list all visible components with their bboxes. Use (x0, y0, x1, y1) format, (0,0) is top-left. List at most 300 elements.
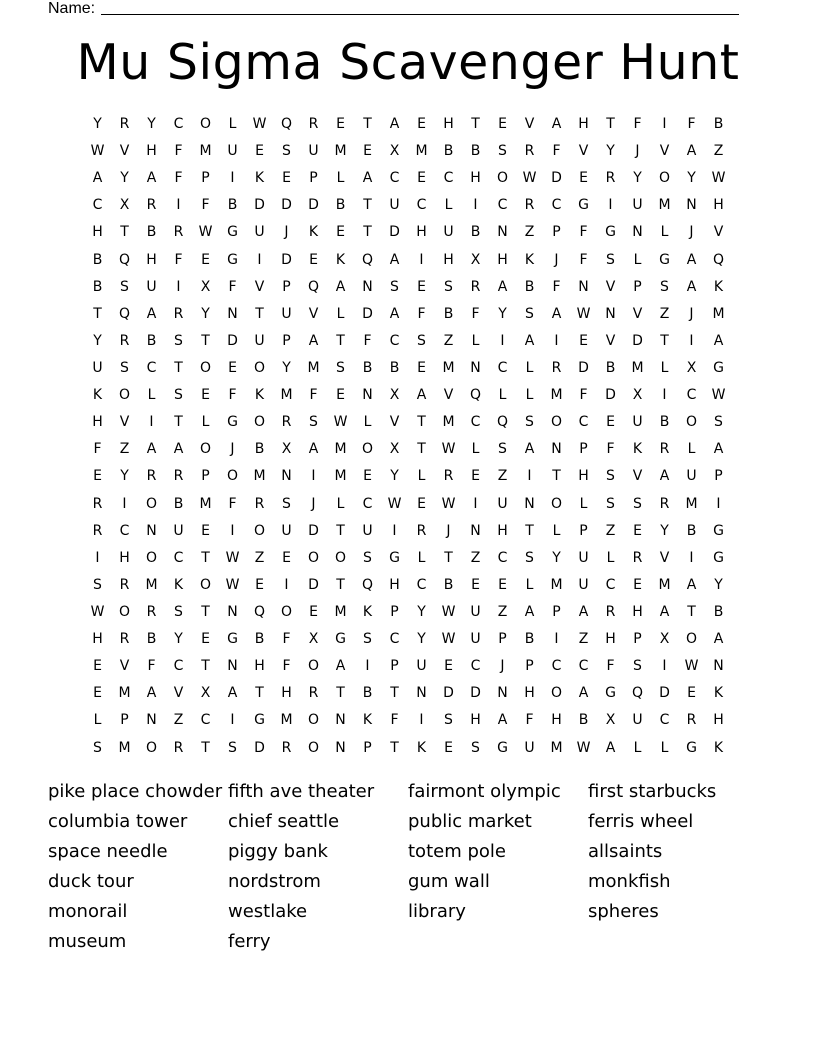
grid-letter: W (225, 576, 240, 593)
grid-letter: N (335, 712, 346, 729)
grid-letter: V (578, 143, 589, 160)
grid-letter: S (444, 278, 453, 295)
grid-letter: A (659, 468, 670, 485)
grid-letter: G (254, 712, 265, 729)
grid-letter: H (92, 224, 103, 241)
grid-letter: M (334, 468, 347, 485)
grid-letter: E (363, 143, 372, 160)
grid-letter: E (471, 468, 480, 485)
grid-letter: A (713, 332, 724, 349)
grid-letter: O (199, 441, 212, 458)
grid-letter: U (578, 549, 589, 566)
grid-letter: Z (605, 522, 616, 539)
grid-letter: C (497, 197, 508, 214)
grid-letter: C (416, 576, 427, 593)
grid-letter: L (660, 224, 669, 241)
grid-letter: M (334, 603, 347, 620)
grid-letter: A (146, 685, 157, 702)
grid-letter: B (362, 359, 373, 376)
grid-letter: D (227, 332, 238, 349)
grid-letter: W (711, 387, 726, 404)
grid-letter: D (308, 522, 319, 539)
grid-letter: X (281, 441, 292, 458)
grid-letter: N (713, 658, 724, 675)
grid-letter: O (199, 576, 212, 593)
grid-letter: T (444, 549, 453, 566)
grid-letter: T (201, 549, 210, 566)
grid-letter: L (525, 359, 534, 376)
grid-letter: T (336, 332, 345, 349)
grid-letter: N (497, 685, 508, 702)
grid-letter: T (660, 332, 669, 349)
grid-letter: P (201, 468, 210, 485)
grid-letter: J (689, 224, 694, 241)
grid-letter: A (686, 576, 697, 593)
grid-letter: T (606, 116, 615, 132)
grid-letter: V (389, 414, 400, 431)
grid-letter: C (416, 197, 427, 214)
grid-letter: H (119, 549, 130, 566)
grid-letter: L (417, 468, 426, 485)
grid-letter: C (686, 387, 697, 404)
grid-letter: E (309, 251, 318, 268)
grid-letter: S (282, 495, 291, 512)
grid-letter: H (92, 414, 103, 431)
grid-letter: J (230, 441, 235, 458)
word-list-item: library (408, 901, 466, 922)
grid-letter: L (579, 495, 588, 512)
grid-letter: O (307, 549, 320, 566)
grid-letter: Y (390, 468, 399, 485)
grid-letter: S (363, 631, 372, 648)
grid-letter: P (579, 522, 588, 539)
grid-letter: P (309, 170, 318, 187)
grid-letter: E (255, 576, 264, 593)
grid-letter: H (443, 251, 454, 268)
grid-letter: H (524, 685, 535, 702)
grid-letter: H (551, 712, 562, 729)
word-list-item: space needle (48, 841, 168, 862)
grid-letter: H (443, 116, 454, 132)
grid-letter: T (93, 305, 102, 322)
grid-letter: E (579, 332, 588, 349)
word-list-item: monkfish (588, 871, 671, 892)
grid-letter: A (335, 278, 346, 295)
grid-letter: U (524, 739, 535, 756)
grid-letter: R (605, 170, 616, 187)
grid-letter: F (579, 387, 588, 404)
grid-letter: S (390, 278, 399, 295)
grid-letter: E (201, 631, 210, 648)
grid-letter: E (282, 170, 291, 187)
grid-letter: C (389, 631, 400, 648)
grid-letter: J (635, 143, 640, 160)
grid-letter: B (389, 359, 400, 376)
grid-letter: Z (173, 712, 184, 729)
name-underline (101, 0, 739, 15)
grid-letter: P (120, 712, 129, 729)
grid-letter: G (659, 251, 670, 268)
grid-letter: C (173, 549, 184, 566)
grid-letter: F (552, 278, 561, 295)
grid-letter: J (500, 658, 505, 675)
grid-letter: J (554, 251, 559, 268)
grid-letter: M (307, 359, 320, 376)
grid-letter: O (253, 359, 266, 376)
grid-letter: O (145, 739, 158, 756)
grid-letter: L (660, 359, 669, 376)
grid-letter: F (471, 305, 480, 322)
grid-letter: A (335, 658, 346, 675)
grid-letter: C (389, 170, 400, 187)
grid-letter: R (173, 224, 184, 241)
grid-letter: F (363, 332, 372, 349)
grid-letter: D (605, 387, 616, 404)
grid-letter: I (95, 549, 100, 566)
grid-letter: I (284, 576, 289, 593)
word-list-item: museum (48, 931, 127, 952)
grid-letter: M (253, 468, 266, 485)
grid-letter: Q (280, 116, 293, 132)
grid-letter: R (416, 522, 427, 539)
grid-letter: C (659, 712, 670, 729)
grid-letter: G (497, 739, 508, 756)
grid-letter: K (254, 170, 265, 187)
grid-letter: Z (659, 305, 670, 322)
grid-letter: B (92, 251, 103, 268)
grid-letter: M (415, 143, 428, 160)
grid-letter: C (470, 414, 481, 431)
grid-letter: R (470, 278, 481, 295)
grid-letter: F (228, 278, 237, 295)
name-label: Name: (48, 0, 96, 17)
grid-letter: Y (687, 170, 696, 187)
grid-letter: M (658, 197, 671, 214)
grid-letter: T (255, 305, 264, 322)
grid-letter: S (633, 495, 642, 512)
grid-letter: S (471, 739, 480, 756)
grid-letter: M (118, 739, 131, 756)
grid-letter: C (443, 170, 454, 187)
grid-letter: W (90, 603, 105, 620)
grid-letter: M (442, 359, 455, 376)
grid-letter: N (227, 305, 238, 322)
grid-letter: G (713, 359, 724, 376)
grid-letter: E (363, 468, 372, 485)
grid-letter: V (119, 414, 130, 431)
grid-letter: V (119, 658, 130, 675)
grid-letter: A (389, 305, 400, 322)
grid-letter: P (714, 468, 723, 485)
grid-letter: R (119, 116, 130, 132)
grid-letter: C (605, 576, 616, 593)
grid-letter: N (362, 387, 373, 404)
grid-letter: A (389, 251, 400, 268)
grid-letter: T (336, 522, 345, 539)
grid-letter: U (443, 224, 454, 241)
grid-letter: D (659, 685, 670, 702)
grid-letter: N (686, 197, 697, 214)
grid-letter: S (93, 576, 102, 593)
grid-letter: E (498, 116, 507, 132)
word-list-item: ferris wheel (588, 811, 694, 832)
grid-letter: I (419, 251, 424, 268)
grid-letter: W (522, 170, 537, 187)
grid-letter: U (470, 631, 481, 648)
grid-letter: T (201, 603, 210, 620)
grid-letter: S (282, 143, 291, 160)
grid-letter: W (711, 170, 726, 187)
grid-letter: A (605, 739, 616, 756)
grid-letter: U (308, 143, 319, 160)
grid-letter: S (120, 278, 129, 295)
grid-letter: S (174, 603, 183, 620)
grid-letter: X (119, 197, 130, 214)
grid-letter: E (201, 522, 210, 539)
grid-letter: B (146, 631, 157, 648)
grid-letter: C (119, 522, 130, 539)
grid-letter: T (363, 116, 372, 132)
grid-letter: Q (307, 278, 320, 295)
grid-letter: U (227, 143, 238, 160)
grid-letter: Z (578, 631, 589, 648)
grid-letter: W (252, 116, 267, 132)
grid-letter: N (362, 278, 373, 295)
grid-letter: H (416, 224, 427, 241)
grid-letter: E (444, 658, 453, 675)
grid-letter: J (311, 495, 316, 512)
grid-letter: U (470, 603, 481, 620)
grid-letter: F (390, 712, 399, 729)
grid-letter: K (173, 576, 184, 593)
grid-letter: A (686, 278, 697, 295)
grid-letter: V (605, 278, 616, 295)
grid-letter: S (363, 549, 372, 566)
grid-letter: O (145, 495, 158, 512)
grid-letter: Y (93, 332, 102, 349)
grid-letter: V (254, 278, 265, 295)
grid-letter: R (443, 468, 454, 485)
grid-letter: Y (633, 170, 642, 187)
grid-letter: T (390, 739, 399, 756)
grid-letter: L (444, 197, 453, 214)
grid-letter: M (280, 387, 293, 404)
grid-letter: Q (361, 251, 374, 268)
grid-letter: S (228, 739, 237, 756)
grid-letter: C (146, 359, 157, 376)
grid-letter: R (308, 685, 319, 702)
grid-letter: C (92, 197, 103, 214)
grid-letter: D (443, 685, 454, 702)
grid-letter: G (578, 197, 589, 214)
grid-letter: O (307, 739, 320, 756)
grid-letter: Y (714, 576, 723, 593)
grid-letter: L (147, 387, 156, 404)
grid-letter: Z (119, 441, 130, 458)
grid-letter: T (201, 658, 210, 675)
grid-letter: Q (118, 305, 131, 322)
grid-letter: K (362, 603, 373, 620)
grid-letter: T (174, 359, 183, 376)
grid-letter: A (551, 116, 562, 132)
grid-letter: P (525, 658, 534, 675)
grid-letter: O (253, 414, 266, 431)
grid-letter: F (606, 658, 615, 675)
grid-letter: I (662, 116, 667, 132)
grid-letter: P (552, 603, 561, 620)
grid-letter: C (551, 658, 562, 675)
grid-letter: R (632, 549, 643, 566)
grid-letter: F (282, 658, 291, 675)
grid-letter: S (525, 414, 534, 431)
grid-letter: U (281, 522, 292, 539)
word-list-item: piggy bank (228, 841, 328, 862)
grid-letter: D (308, 197, 319, 214)
grid-letter: M (118, 685, 131, 702)
grid-letter: C (497, 359, 508, 376)
grid-letter: R (173, 739, 184, 756)
grid-letter: T (552, 468, 561, 485)
grid-letter: R (119, 576, 130, 593)
grid-letter: G (389, 549, 400, 566)
grid-letter: O (307, 658, 320, 675)
grid-letter: Y (120, 170, 129, 187)
grid-letter: V (659, 143, 670, 160)
grid-letter: E (606, 414, 615, 431)
grid-letter: P (633, 631, 642, 648)
grid-letter: U (362, 522, 373, 539)
grid-letter: S (714, 414, 723, 431)
grid-letter: A (362, 170, 373, 187)
grid-letter: Q (469, 387, 482, 404)
grid-letter: N (497, 224, 508, 241)
grid-letter: O (199, 359, 212, 376)
grid-letter: O (226, 468, 239, 485)
grid-letter: H (470, 170, 481, 187)
grid-letter: I (392, 522, 397, 539)
grid-letter: D (578, 359, 589, 376)
grid-letter: P (363, 739, 372, 756)
grid-letter: Q (118, 251, 131, 268)
grid-letter: A (146, 305, 157, 322)
grid-letter: S (606, 468, 615, 485)
grid-letter: O (550, 495, 563, 512)
grid-letter: F (174, 251, 183, 268)
grid-letter: E (282, 549, 291, 566)
grid-letter: E (579, 170, 588, 187)
grid-letter: F (174, 143, 183, 160)
grid-letter: X (389, 387, 400, 404)
grid-letter: B (524, 278, 535, 295)
grid-letter: E (93, 658, 102, 675)
grid-letter: R (146, 197, 157, 214)
grid-letter: L (201, 414, 210, 431)
grid-letter: B (335, 197, 346, 214)
grid-letter: M (685, 495, 698, 512)
grid-letter: R (686, 712, 697, 729)
grid-letter: Y (552, 549, 561, 566)
grid-letter: E (417, 359, 426, 376)
grid-letter: V (632, 305, 643, 322)
grid-letter: R (92, 495, 103, 512)
grid-letter: R (146, 468, 157, 485)
grid-letter: F (228, 495, 237, 512)
grid-letter: B (443, 576, 454, 593)
grid-letter: B (146, 332, 157, 349)
grid-letter: D (551, 170, 562, 187)
grid-letter: O (118, 603, 131, 620)
grid-letter: R (524, 143, 535, 160)
grid-letter: A (146, 441, 157, 458)
grid-letter: K (524, 251, 535, 268)
grid-letter: V (632, 468, 643, 485)
grid-letter: N (146, 712, 157, 729)
grid-letter: L (336, 495, 345, 512)
grid-letter: O (307, 712, 320, 729)
grid-letter: G (227, 251, 238, 268)
grid-letter: V (713, 224, 724, 241)
grid-letter: R (308, 116, 319, 132)
grid-letter: O (334, 549, 347, 566)
grid-letter: C (578, 414, 589, 431)
grid-letter: A (578, 685, 589, 702)
grid-letter: S (606, 495, 615, 512)
letter-grid (84, 111, 732, 762)
grid-letter: W (441, 495, 456, 512)
grid-letter: A (686, 143, 697, 160)
grid-letter: A (551, 305, 562, 322)
grid-letter: Q (253, 603, 266, 620)
word-list-item: totem pole (408, 841, 506, 862)
grid-letter: F (606, 441, 615, 458)
grid-letter: M (550, 739, 563, 756)
grid-letter: X (659, 631, 670, 648)
grid-letter: F (417, 305, 426, 322)
grid-letter: V (308, 305, 319, 322)
grid-letter: F (282, 631, 291, 648)
grid-letter: N (524, 495, 535, 512)
grid-letter: O (118, 387, 131, 404)
grid-letter: T (174, 414, 183, 431)
grid-letter: F (579, 224, 588, 241)
grid-letter: D (362, 305, 373, 322)
grid-letter: L (525, 387, 534, 404)
grid-letter: A (497, 278, 508, 295)
grid-letter: H (632, 603, 643, 620)
grid-letter: L (336, 305, 345, 322)
grid-letter: H (713, 197, 724, 214)
grid-letter: R (281, 739, 292, 756)
grid-letter: I (230, 522, 235, 539)
grid-letter: A (173, 441, 184, 458)
grid-letter: Y (498, 305, 507, 322)
grid-letter: C (362, 495, 373, 512)
grid-letter: Y (174, 631, 183, 648)
grid-letter: G (713, 522, 724, 539)
grid-letter: B (713, 603, 724, 620)
grid-letter: C (470, 658, 481, 675)
grid-letter: P (552, 224, 561, 241)
grid-letter: Y (282, 359, 291, 376)
grid-letter: N (605, 305, 616, 322)
grid-letter: N (146, 522, 157, 539)
grid-letter: I (257, 251, 262, 268)
grid-letter: A (524, 441, 535, 458)
grid-letter: P (390, 658, 399, 675)
grid-letter: O (685, 631, 698, 648)
grid-letter: T (687, 603, 696, 620)
grid-letter: S (174, 387, 183, 404)
